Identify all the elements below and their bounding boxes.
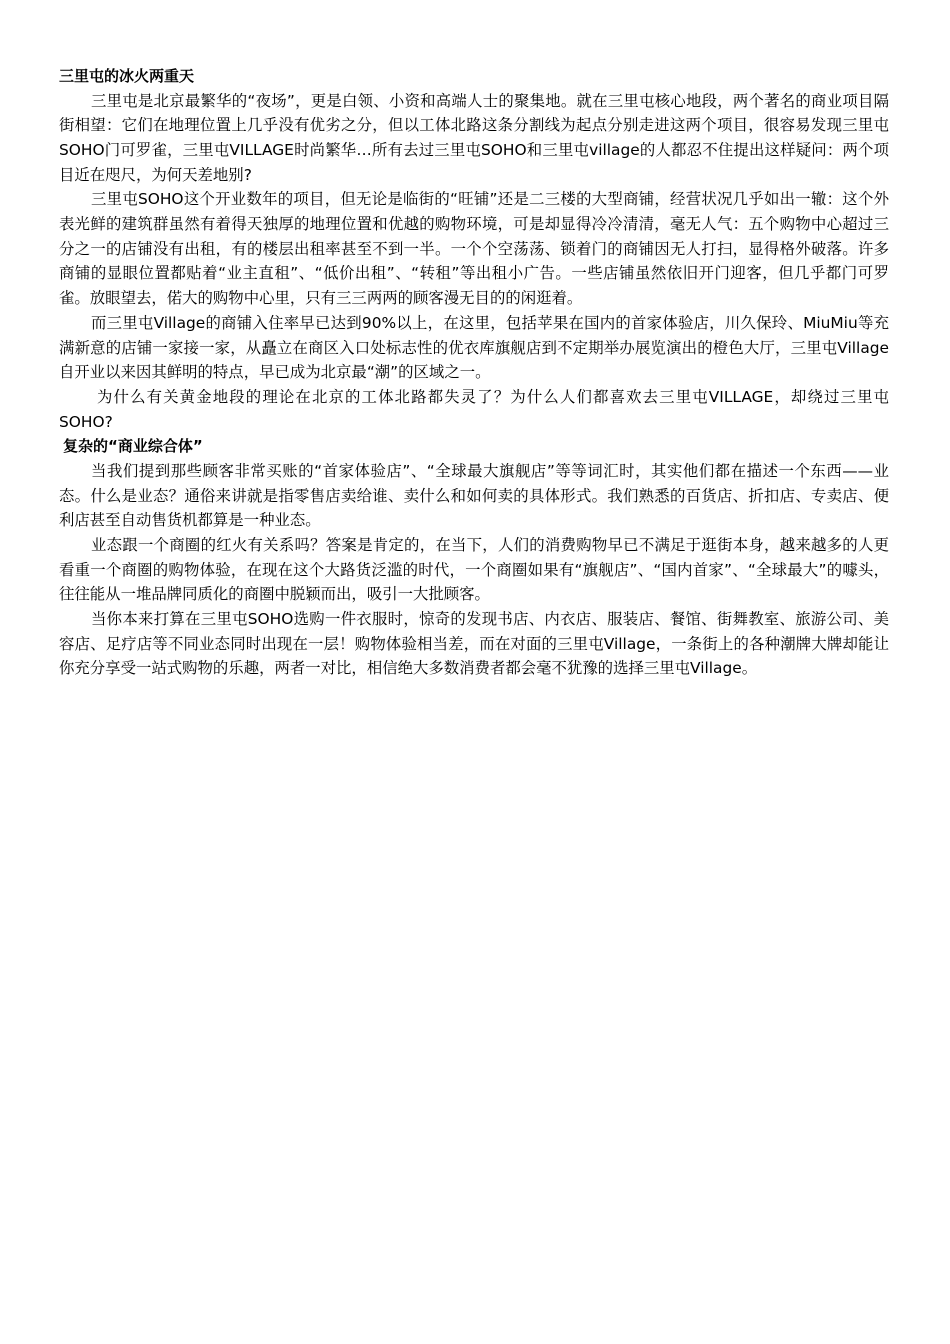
document-page xyxy=(59,64,889,681)
paragraph: 当你本来打算在三里屯SOHO选购一件衣服时，惊奇的发现书店、内衣店、服装店、餐馆、街舞教室、旅游公司、美容店、足疗店等不同业态同时出现在一层！购物体验相当差，而在对面的三里屯Village，一条街上的各种潮牌大牌却能让你充分享受一站式购物的乐趣，两者一对比，相信绝大多数消费者都会毫不犹豫的选择三里屯Village。 xyxy=(59,610,889,678)
paragraph: 为什么有关黄金地段的理论在北京的工体北路都失灵了？为什么人们都喜欢去三里屯VILLAGE，却绕过三里屯SOHO? xyxy=(59,387,889,431)
paragraph: 当我们提到那些顾客非常买账的“首家体验店”、“全球最大旗舰店”等等词汇时，其实他们都在描述一个东西——业态。什么是业态？通俗来讲就是指零售店卖给谁、卖什么和如何卖的具体形式。我们熟悉的百货店、折扣店、专卖店、便利店甚至自动售货机都算是一种业态。 xyxy=(59,461,889,530)
paragraph: 三里屯是北京最繁华的“夜场”，更是白领、小资和高端人士的聚集地。就在三里屯核心地段，两个著名的商业项目隔街相望：它们在地理位置上几乎没有优劣之分，但以工体北路这条分割线为起点分别走进这两个项目，很容易发现三里屯SOHO门可罗雀，三里屯VILLAGE时尚繁华…所有去过三里屯SOHO和三里屯village的人都忍不住提出这样疑问：两个项目近在咫尺，为何天差地别? xyxy=(59,91,889,184)
section-heading-1: 三里屯的冰火两重天 xyxy=(59,67,195,85)
section-heading-2: 复杂的“商业综合体” xyxy=(63,437,203,456)
paragraph: 而三里屯Village的商铺入住率早已达到90%以上，在这里，包括苹果在国内的首家体验店，川久保玲、MiuMiu等充满新意的店铺一家接一家，从矗立在商区入口处标志性的优衣库旗舰店到不定期举办展览演出的橙色大厅，三里屯Village自开业以来因其鲜明的特点，早已成为北京最“潮”的区域之一。 xyxy=(59,313,889,382)
paragraph: 三里屯SOHO这个开业数年的项目，但无论是临街的“旺铺”还是二三楼的大型商铺，经营状况几乎如出一辙：这个外表光鲜的建筑群虽然有着得天独厚的地理位置和优越的购物环境，可是却显得冷冷清清，毫无人气：五个购物中心超过三分之一的店铺没有出租，有的楼层出租率甚至不到一半。一个个空荡荡、锁着门的商铺因无人打扫，显得格外破落。许多商铺的显眼位置都贴着“业主直租”、“低价出租”、“转租”等出租小广告。一些店铺虽然依旧开门迎客，但几乎都门可罗雀。放眼望去，偌大的购物中心里，只有三三两两的顾客漫无目的的闲逛着。 xyxy=(59,190,889,308)
paragraph: 业态跟一个商圈的红火有关系吗？答案是肯定的，在当下，人们的消费购物早已不满足于逛街本身，越来越多的人更看重一个商圈的购物体验，在现在这个大路货泛滥的时代，一个商圈如果有“旗舰店”、“国内首家”、“全球最大”的噱头，往往能从一堆品牌同质化的商圈中脱颖而出，吸引一大批顾客。 xyxy=(59,535,889,604)
